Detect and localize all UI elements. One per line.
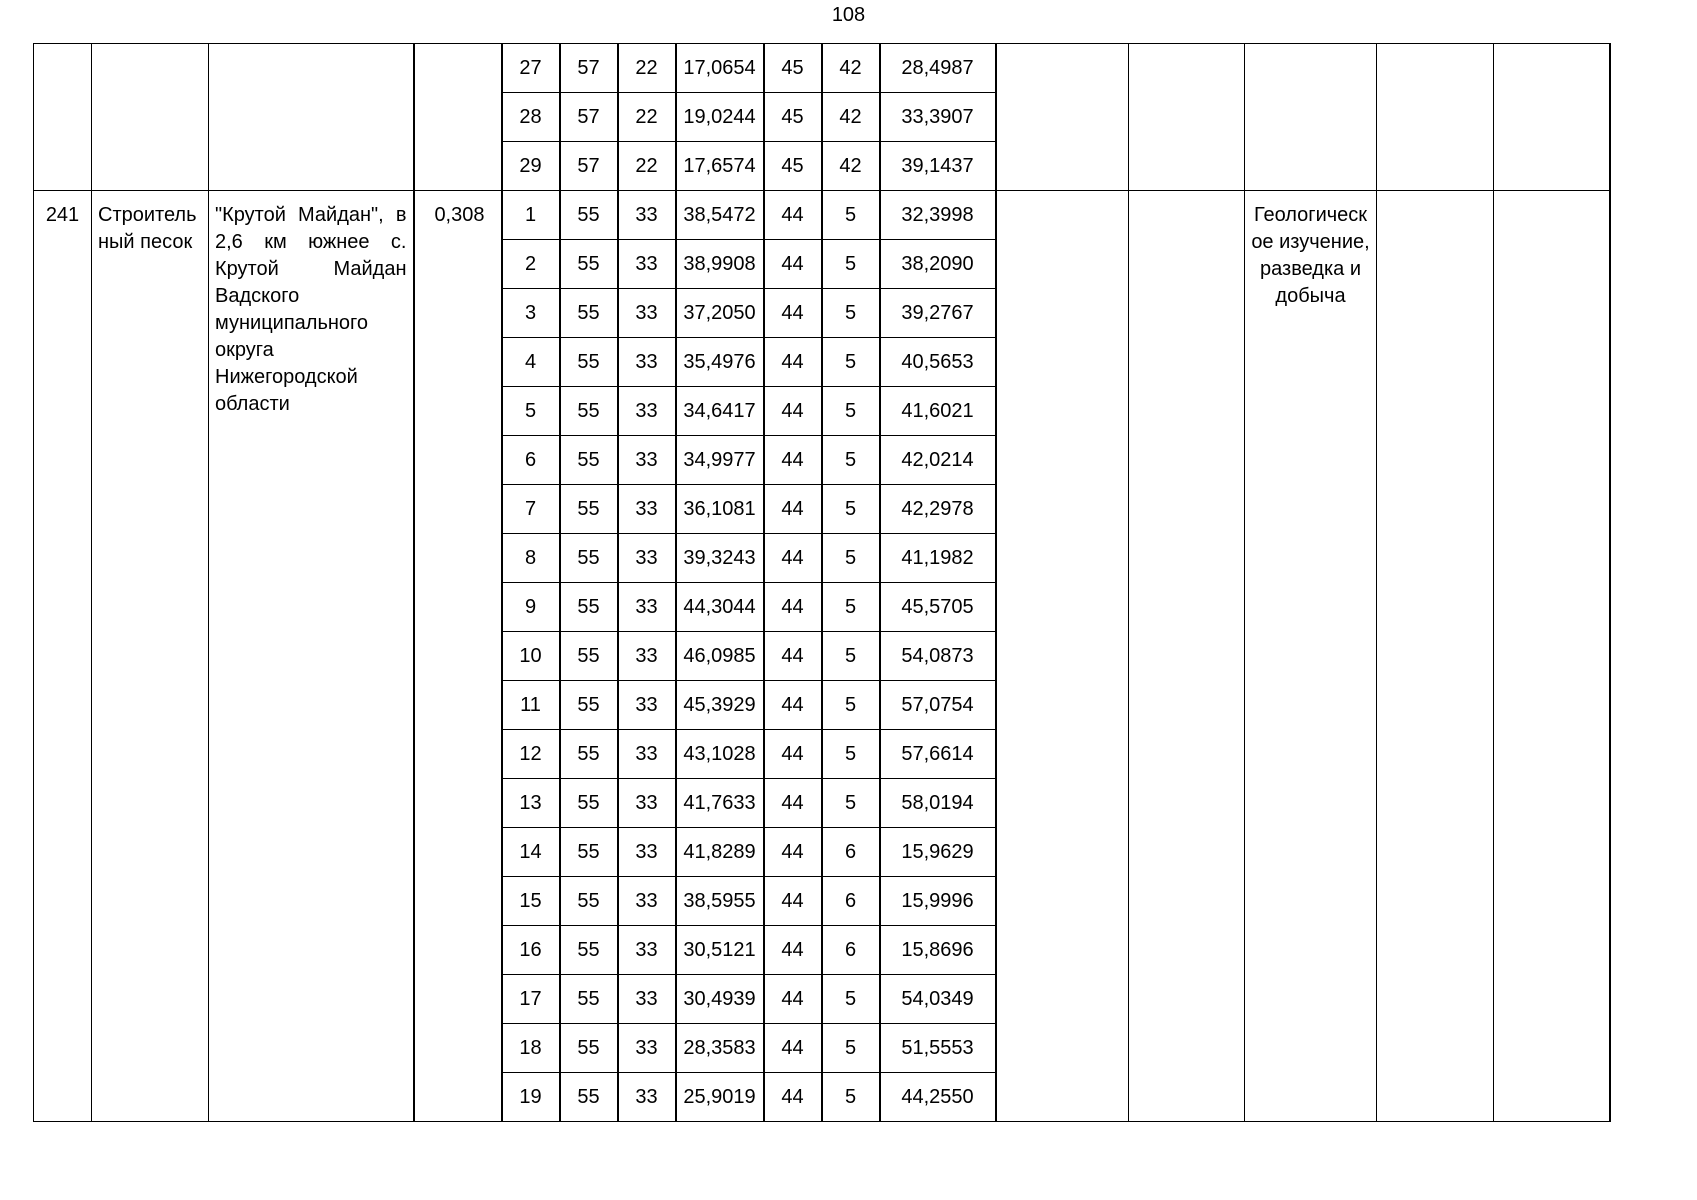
lat-degrees: 55 bbox=[560, 730, 618, 779]
lon-seconds: 33,3907 bbox=[880, 93, 996, 142]
lat-degrees: 55 bbox=[560, 534, 618, 583]
site-purpose: Геологическ ое изучение, разведка и добыча bbox=[1245, 191, 1377, 1122]
lat-seconds: 43,1028 bbox=[676, 730, 764, 779]
lon-seconds: 39,2767 bbox=[880, 289, 996, 338]
lon-degrees: 45 bbox=[764, 142, 822, 191]
lat-seconds: 36,1081 bbox=[676, 485, 764, 534]
point-number: 27 bbox=[502, 44, 560, 93]
prev-extra-2 bbox=[1129, 44, 1245, 191]
lat-degrees: 55 bbox=[560, 191, 618, 240]
lat-minutes: 33 bbox=[618, 436, 676, 485]
lat-minutes: 33 bbox=[618, 681, 676, 730]
lat-degrees: 55 bbox=[560, 436, 618, 485]
lat-minutes: 33 bbox=[618, 1073, 676, 1122]
lat-degrees: 55 bbox=[560, 975, 618, 1024]
lat-seconds: 38,5472 bbox=[676, 191, 764, 240]
point-number: 28 bbox=[502, 93, 560, 142]
lon-degrees: 44 bbox=[764, 632, 822, 681]
lon-minutes: 5 bbox=[822, 681, 880, 730]
lat-minutes: 33 bbox=[618, 975, 676, 1024]
lat-minutes: 33 bbox=[618, 1024, 676, 1073]
lat-minutes: 33 bbox=[618, 534, 676, 583]
lon-minutes: 5 bbox=[822, 1024, 880, 1073]
lat-minutes: 33 bbox=[618, 828, 676, 877]
lat-degrees: 55 bbox=[560, 681, 618, 730]
lon-seconds: 41,1982 bbox=[880, 534, 996, 583]
lon-seconds: 42,0214 bbox=[880, 436, 996, 485]
lon-seconds: 38,2090 bbox=[880, 240, 996, 289]
point-number: 15 bbox=[502, 877, 560, 926]
lat-degrees: 57 bbox=[560, 93, 618, 142]
lon-minutes: 5 bbox=[822, 779, 880, 828]
lat-seconds: 17,6574 bbox=[676, 142, 764, 191]
lon-seconds: 42,2978 bbox=[880, 485, 996, 534]
lon-minutes: 5 bbox=[822, 1073, 880, 1122]
site-location: "Крутой Майдан", в 2,6 км южнее с. Крутой Майдан Вадского муниципального округа Нижегородской области bbox=[209, 191, 414, 1122]
lon-minutes: 6 bbox=[822, 926, 880, 975]
lat-degrees: 55 bbox=[560, 583, 618, 632]
lat-degrees: 55 bbox=[560, 779, 618, 828]
point-number: 7 bbox=[502, 485, 560, 534]
lat-seconds: 17,0654 bbox=[676, 44, 764, 93]
point-number: 2 bbox=[502, 240, 560, 289]
site-number: 241 bbox=[34, 191, 92, 1122]
lat-minutes: 33 bbox=[618, 485, 676, 534]
lon-degrees: 44 bbox=[764, 877, 822, 926]
prev-number-cell bbox=[34, 44, 92, 191]
point-number: 5 bbox=[502, 387, 560, 436]
prev-extra-6 bbox=[1610, 44, 1611, 191]
point-number: 29 bbox=[502, 142, 560, 191]
lat-minutes: 33 bbox=[618, 632, 676, 681]
lon-minutes: 6 bbox=[822, 828, 880, 877]
prev-extra-1 bbox=[996, 44, 1129, 191]
lat-seconds: 35,4976 bbox=[676, 338, 764, 387]
lon-degrees: 44 bbox=[764, 730, 822, 779]
lat-seconds: 38,9908 bbox=[676, 240, 764, 289]
lon-minutes: 42 bbox=[822, 93, 880, 142]
lat-minutes: 33 bbox=[618, 338, 676, 387]
lat-seconds: 45,3929 bbox=[676, 681, 764, 730]
lon-degrees: 44 bbox=[764, 338, 822, 387]
lon-seconds: 45,5705 bbox=[880, 583, 996, 632]
lon-minutes: 5 bbox=[822, 485, 880, 534]
lon-degrees: 44 bbox=[764, 828, 822, 877]
lat-seconds: 19,0244 bbox=[676, 93, 764, 142]
lat-seconds: 41,7633 bbox=[676, 779, 764, 828]
lat-degrees: 55 bbox=[560, 387, 618, 436]
lon-degrees: 44 bbox=[764, 534, 822, 583]
lat-seconds: 25,9019 bbox=[676, 1073, 764, 1122]
lon-seconds: 32,3998 bbox=[880, 191, 996, 240]
table-row bbox=[34, 44, 1611, 93]
lon-seconds: 39,1437 bbox=[880, 142, 996, 191]
lon-minutes: 5 bbox=[822, 387, 880, 436]
lon-seconds: 51,5553 bbox=[880, 1024, 996, 1073]
lat-seconds: 34,6417 bbox=[676, 387, 764, 436]
point-number: 16 bbox=[502, 926, 560, 975]
lat-minutes: 33 bbox=[618, 926, 676, 975]
lat-seconds: 41,8289 bbox=[676, 828, 764, 877]
lon-minutes: 5 bbox=[822, 240, 880, 289]
lat-minutes: 33 bbox=[618, 779, 676, 828]
point-number: 14 bbox=[502, 828, 560, 877]
point-number: 9 bbox=[502, 583, 560, 632]
site-mineral: Строитель ный песок bbox=[92, 191, 209, 1122]
lat-minutes: 33 bbox=[618, 583, 676, 632]
lon-degrees: 45 bbox=[764, 93, 822, 142]
point-number: 3 bbox=[502, 289, 560, 338]
lon-degrees: 45 bbox=[764, 44, 822, 93]
lat-degrees: 55 bbox=[560, 926, 618, 975]
lon-degrees: 44 bbox=[764, 1024, 822, 1073]
lat-seconds: 38,5955 bbox=[676, 877, 764, 926]
point-number: 10 bbox=[502, 632, 560, 681]
point-number: 1 bbox=[502, 191, 560, 240]
site-extra-5 bbox=[1494, 191, 1610, 1122]
lon-seconds: 44,2550 bbox=[880, 1073, 996, 1122]
lat-degrees: 55 bbox=[560, 828, 618, 877]
point-number: 18 bbox=[502, 1024, 560, 1073]
lon-seconds: 40,5653 bbox=[880, 338, 996, 387]
point-number: 4 bbox=[502, 338, 560, 387]
lat-minutes: 33 bbox=[618, 877, 676, 926]
lon-degrees: 44 bbox=[764, 240, 822, 289]
lon-seconds: 28,4987 bbox=[880, 44, 996, 93]
lat-seconds: 28,3583 bbox=[676, 1024, 764, 1073]
lon-degrees: 44 bbox=[764, 583, 822, 632]
lon-seconds: 15,8696 bbox=[880, 926, 996, 975]
registry-table bbox=[33, 43, 1611, 1122]
lat-minutes: 33 bbox=[618, 387, 676, 436]
lon-degrees: 44 bbox=[764, 779, 822, 828]
lat-seconds: 34,9977 bbox=[676, 436, 764, 485]
lon-seconds: 15,9629 bbox=[880, 828, 996, 877]
point-number: 19 bbox=[502, 1073, 560, 1122]
lon-degrees: 44 bbox=[764, 191, 822, 240]
lat-degrees: 55 bbox=[560, 289, 618, 338]
table-row bbox=[34, 191, 1611, 240]
lat-minutes: 22 bbox=[618, 44, 676, 93]
lat-degrees: 57 bbox=[560, 44, 618, 93]
point-number: 13 bbox=[502, 779, 560, 828]
point-number: 12 bbox=[502, 730, 560, 779]
lon-minutes: 5 bbox=[822, 583, 880, 632]
lon-minutes: 42 bbox=[822, 44, 880, 93]
lon-seconds: 15,9996 bbox=[880, 877, 996, 926]
lat-seconds: 39,3243 bbox=[676, 534, 764, 583]
site-extra-4 bbox=[1377, 191, 1494, 1122]
prev-mineral-cell bbox=[92, 44, 209, 191]
lat-seconds: 44,3044 bbox=[676, 583, 764, 632]
lon-seconds: 54,0349 bbox=[880, 975, 996, 1024]
lon-seconds: 54,0873 bbox=[880, 632, 996, 681]
lon-minutes: 5 bbox=[822, 338, 880, 387]
lat-minutes: 33 bbox=[618, 240, 676, 289]
lat-seconds: 30,5121 bbox=[676, 926, 764, 975]
lon-minutes: 5 bbox=[822, 436, 880, 485]
site-extra-1 bbox=[996, 191, 1129, 1122]
lon-minutes: 5 bbox=[822, 730, 880, 779]
site-extra-2 bbox=[1129, 191, 1245, 1122]
lon-degrees: 44 bbox=[764, 485, 822, 534]
point-number: 6 bbox=[502, 436, 560, 485]
lon-degrees: 44 bbox=[764, 1073, 822, 1122]
lon-minutes: 6 bbox=[822, 877, 880, 926]
lon-minutes: 42 bbox=[822, 142, 880, 191]
lon-degrees: 44 bbox=[764, 926, 822, 975]
point-number: 17 bbox=[502, 975, 560, 1024]
lon-seconds: 57,0754 bbox=[880, 681, 996, 730]
prev-extra-3 bbox=[1245, 44, 1377, 191]
lon-degrees: 44 bbox=[764, 387, 822, 436]
lon-minutes: 5 bbox=[822, 191, 880, 240]
lon-degrees: 44 bbox=[764, 681, 822, 730]
lon-seconds: 41,6021 bbox=[880, 387, 996, 436]
lat-degrees: 57 bbox=[560, 142, 618, 191]
lat-minutes: 22 bbox=[618, 142, 676, 191]
prev-area-cell bbox=[414, 44, 502, 191]
lat-degrees: 55 bbox=[560, 1024, 618, 1073]
lon-minutes: 5 bbox=[822, 975, 880, 1024]
lon-minutes: 5 bbox=[822, 289, 880, 338]
lon-degrees: 44 bbox=[764, 436, 822, 485]
lat-minutes: 33 bbox=[618, 191, 676, 240]
lon-minutes: 5 bbox=[822, 534, 880, 583]
lat-minutes: 22 bbox=[618, 93, 676, 142]
lon-minutes: 5 bbox=[822, 632, 880, 681]
lat-degrees: 55 bbox=[560, 240, 618, 289]
prev-extra-5 bbox=[1494, 44, 1610, 191]
lat-minutes: 33 bbox=[618, 730, 676, 779]
lat-degrees: 55 bbox=[560, 338, 618, 387]
prev-extra-4 bbox=[1377, 44, 1494, 191]
lat-seconds: 30,4939 bbox=[676, 975, 764, 1024]
lat-degrees: 55 bbox=[560, 632, 618, 681]
lon-degrees: 44 bbox=[764, 975, 822, 1024]
lat-degrees: 55 bbox=[560, 877, 618, 926]
lon-seconds: 57,6614 bbox=[880, 730, 996, 779]
lon-degrees: 44 bbox=[764, 289, 822, 338]
lat-degrees: 55 bbox=[560, 485, 618, 534]
site-area: 0,308 bbox=[414, 191, 502, 1122]
lon-seconds: 58,0194 bbox=[880, 779, 996, 828]
prev-location-cell bbox=[209, 44, 414, 191]
lat-degrees: 55 bbox=[560, 1073, 618, 1122]
site-extra-6 bbox=[1610, 191, 1611, 1122]
lat-minutes: 33 bbox=[618, 289, 676, 338]
point-number: 11 bbox=[502, 681, 560, 730]
page-number: 108 bbox=[831, 4, 866, 26]
lat-seconds: 37,2050 bbox=[676, 289, 764, 338]
table-body bbox=[34, 44, 1611, 1122]
point-number: 8 bbox=[502, 534, 560, 583]
lat-seconds: 46,0985 bbox=[676, 632, 764, 681]
